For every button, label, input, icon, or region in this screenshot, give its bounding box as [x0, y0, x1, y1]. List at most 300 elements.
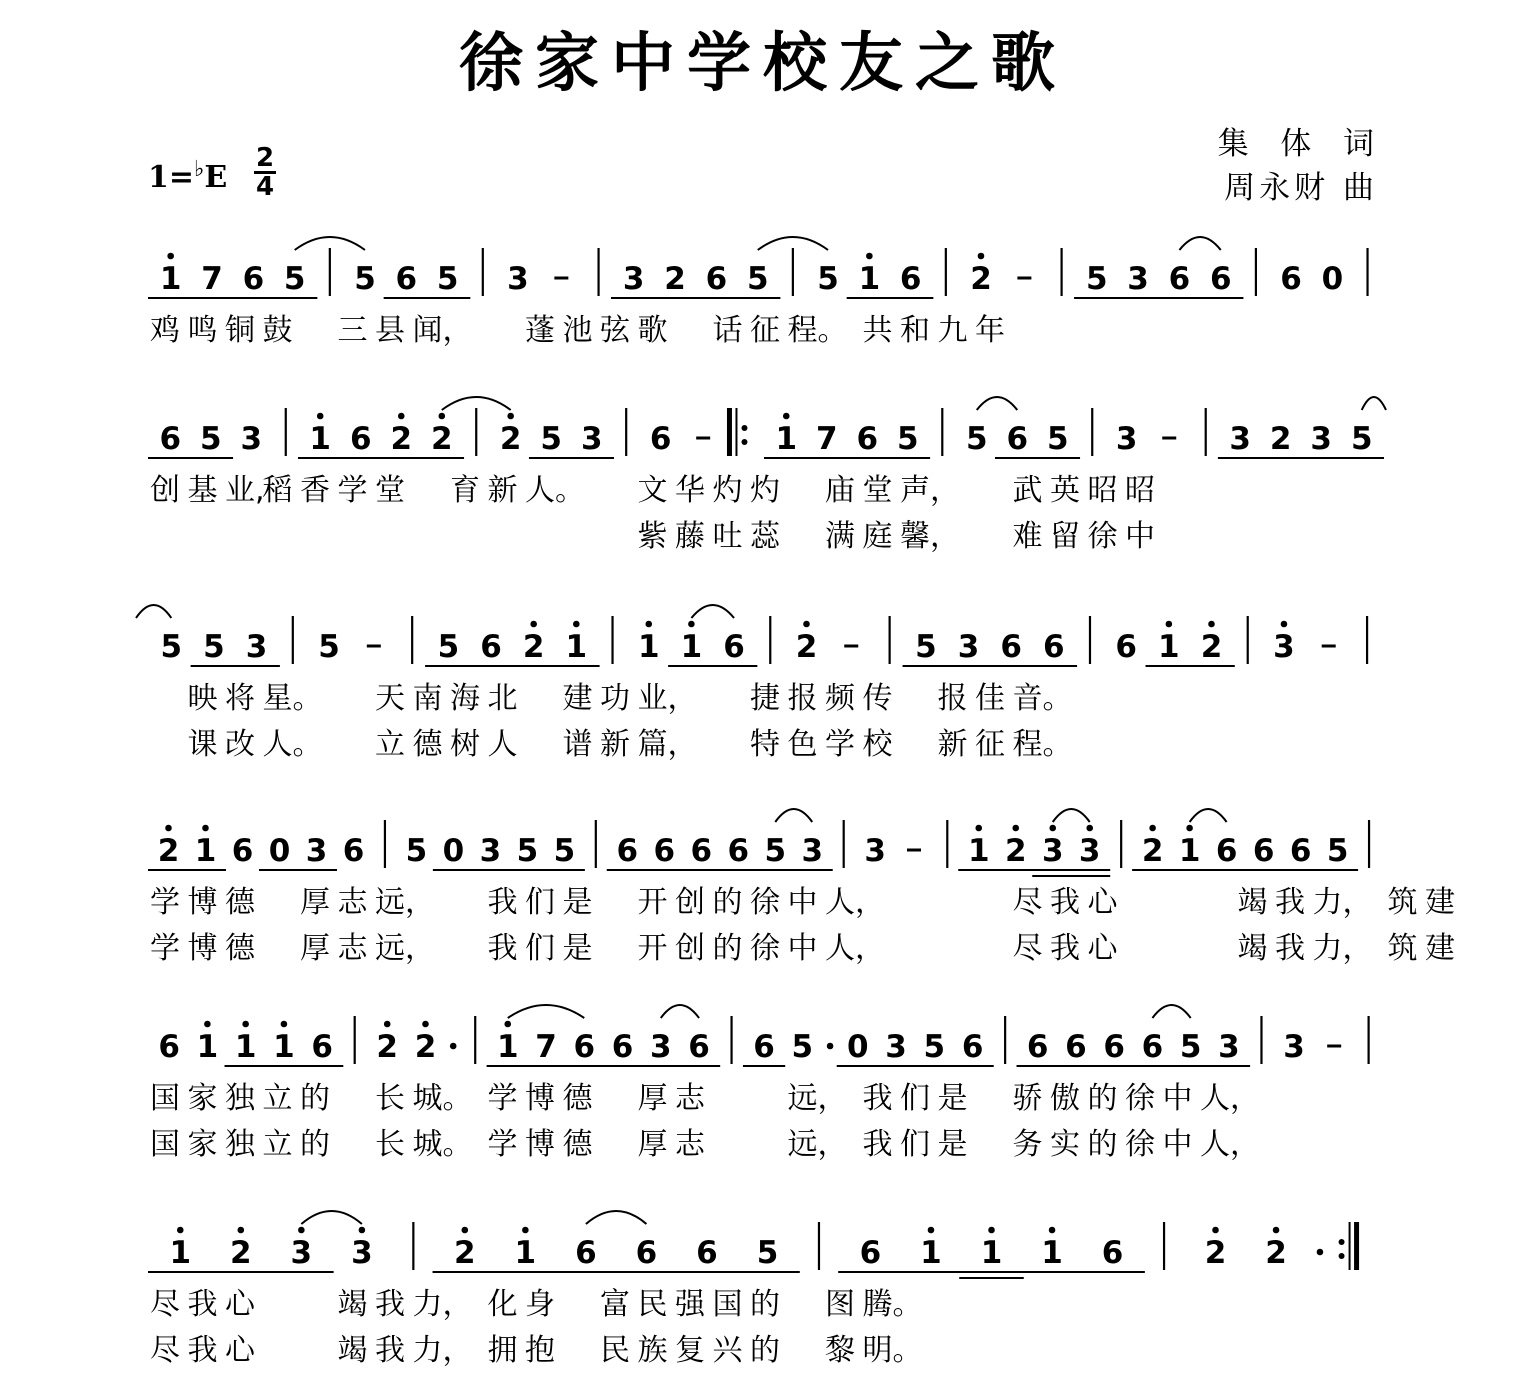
- lyric-char: 色: [787, 727, 818, 762]
- note-2: 2: [376, 1029, 399, 1065]
- note-5: 5: [764, 833, 787, 869]
- lyric-char: 骄: [1012, 1081, 1043, 1116]
- high-octave-dot: [438, 413, 445, 420]
- lyric-char: 志: [675, 1081, 705, 1116]
- note-6: 6: [1252, 833, 1275, 869]
- high-octave-dot: [978, 253, 985, 260]
- lyric-char: 明。: [862, 1333, 923, 1368]
- lyric-char: 学: [487, 1127, 518, 1162]
- note-6: 6: [649, 421, 672, 457]
- slur-arc: [301, 1211, 362, 1224]
- note-1: 1: [1041, 1235, 1063, 1271]
- note-3: 3: [1078, 833, 1101, 869]
- note-1: 1: [967, 833, 990, 869]
- lyric-char: 博: [525, 1127, 555, 1162]
- lyric-char: 族: [637, 1333, 668, 1368]
- lyric-char: 改: [225, 727, 255, 762]
- lyric-char: 昭: [1125, 473, 1155, 508]
- lyric-char: 独: [225, 1081, 255, 1116]
- note-2: 2: [499, 421, 522, 457]
- note-3: 3: [1283, 1029, 1305, 1065]
- note-6: 6: [723, 629, 745, 665]
- lyric-char: 心: [225, 1333, 255, 1368]
- repeat-dot: [1339, 1239, 1345, 1245]
- note-3: 3: [1218, 1029, 1240, 1065]
- lyric-char: 国: [150, 1127, 180, 1162]
- high-octave-dot: [928, 1227, 935, 1234]
- note-2: 2: [664, 261, 686, 297]
- note-1: 1: [1158, 629, 1180, 665]
- lyric-char: 身: [525, 1287, 555, 1322]
- high-octave-dot: [238, 1227, 245, 1234]
- lyric-char: 县: [375, 313, 405, 348]
- lyric-char: 心: [225, 1287, 255, 1322]
- note-0: 0: [268, 833, 291, 869]
- note-6: 6: [159, 421, 182, 457]
- note-3: 3: [1127, 261, 1149, 297]
- note-6: 6: [611, 1029, 634, 1065]
- lyric-char: 博: [187, 931, 218, 966]
- note-6: 6: [690, 833, 713, 869]
- high-octave-dot: [988, 1227, 995, 1234]
- lyric-char: 池: [562, 313, 593, 348]
- lyric-char: 的: [1087, 1081, 1118, 1116]
- lyric-char: 的: [300, 1081, 330, 1116]
- high-octave-dot: [317, 413, 324, 420]
- note-5: 5: [354, 261, 376, 297]
- lyric-char: 蓬: [525, 313, 555, 348]
- note-2: 2: [795, 629, 818, 665]
- lyric-char: 力，: [1312, 885, 1373, 920]
- lyric-char: 远，: [787, 1081, 848, 1116]
- lyric-char: 的: [712, 885, 743, 920]
- note-2: 2: [1141, 833, 1164, 869]
- lyric-char: 三: [337, 313, 368, 348]
- lyric-char: 程。: [1012, 727, 1073, 762]
- lyric-char: 们: [525, 885, 555, 920]
- lyric-char: 我: [862, 1081, 893, 1116]
- lyric-char: 谱: [562, 727, 593, 762]
- lyric-char: 的: [1087, 1127, 1118, 1162]
- note-1: 1: [514, 1235, 537, 1271]
- lyric-char: 铜: [225, 313, 255, 348]
- lyricist-credit: 集 体 词: [1217, 126, 1378, 162]
- note-3: 3: [245, 629, 268, 665]
- lyric-char: 业,: [225, 473, 265, 508]
- note-3: 3: [1229, 421, 1251, 457]
- lyric-char: 征: [975, 727, 1005, 762]
- note-2: 2: [454, 1235, 476, 1271]
- note-3: 3: [649, 1029, 672, 1065]
- lyric-char: 人，: [825, 885, 885, 920]
- note-6: 6: [1065, 1029, 1087, 1065]
- lyric-char: 堂: [375, 473, 405, 508]
- slur-arc: [508, 1005, 585, 1018]
- high-octave-dot: [177, 1227, 184, 1234]
- note-1: 1: [273, 1029, 295, 1065]
- note-6: 6: [1006, 421, 1029, 457]
- lyric-char: 报: [937, 681, 968, 716]
- lyric-char: 黎: [825, 1333, 855, 1368]
- lyric-char: 中: [787, 885, 818, 920]
- lyric-char: 徐: [1125, 1081, 1155, 1116]
- lyric-char: 尽: [1012, 885, 1043, 920]
- lyric-char: 中: [1125, 519, 1155, 554]
- lyric-char: 们: [900, 1081, 930, 1116]
- lyric-char: 腾。: [862, 1287, 923, 1322]
- lyric-char: 昭: [1087, 473, 1118, 508]
- lyric-char: 学: [150, 885, 180, 920]
- lyric-char: 拥: [487, 1333, 518, 1368]
- lyric-char: 开: [637, 885, 668, 920]
- lyric-char: 竭: [1237, 885, 1268, 920]
- lyric-char: 志: [337, 931, 368, 966]
- lyric-char: 我: [1275, 885, 1305, 920]
- high-octave-dot: [1186, 825, 1193, 832]
- note-6: 6: [616, 833, 639, 869]
- note-5: 5: [200, 421, 222, 457]
- note-3: 3: [622, 261, 645, 297]
- lyric-char: 城。: [412, 1081, 473, 1116]
- note-5: 5: [965, 421, 988, 457]
- note-5: 5: [756, 1235, 779, 1271]
- lyric-char: 声，: [900, 473, 960, 508]
- note-2: 2: [390, 421, 413, 457]
- lyric-char: 创: [675, 931, 705, 966]
- high-octave-dot: [1166, 621, 1173, 628]
- high-octave-dot: [688, 621, 695, 628]
- note-6: 6: [727, 833, 750, 869]
- slur-arc: [1362, 397, 1386, 410]
- high-octave-dot: [573, 621, 580, 628]
- note-6: 6: [395, 261, 418, 297]
- lyric-char: 学: [487, 1081, 518, 1116]
- lyric-char: 建: [562, 681, 593, 716]
- lyric-char: 吐: [712, 519, 743, 554]
- note-6: 6: [575, 1235, 597, 1271]
- lyric-char: 报: [787, 681, 818, 716]
- note-1: 1: [637, 629, 660, 665]
- note-7: 7: [535, 1029, 557, 1065]
- note-6: 6: [856, 421, 879, 457]
- note-5: 5: [160, 629, 183, 665]
- lyric-char: 建: [1425, 885, 1455, 920]
- note-5: 5: [817, 261, 839, 297]
- lyric-char: 共: [862, 313, 893, 348]
- lyric-char: 年: [975, 313, 1005, 348]
- repeat-dot: [1339, 1253, 1345, 1259]
- high-octave-dot: [1012, 825, 1019, 832]
- note-2: 2: [1269, 421, 1292, 457]
- lyric-char: 话: [712, 313, 743, 348]
- lyric-char: 基: [187, 473, 218, 508]
- lyric-char: 厚: [637, 1127, 668, 1162]
- lyric-char: 中: [1162, 1127, 1193, 1162]
- high-octave-dot: [165, 825, 172, 832]
- lyric-char: 频: [825, 681, 855, 716]
- note-5: 5: [436, 261, 459, 297]
- note-1: 1: [565, 629, 588, 665]
- note-5: 5: [553, 833, 576, 869]
- note-1: 1: [196, 1029, 219, 1065]
- lyric-char: 人。: [262, 727, 323, 762]
- note-3: 3: [290, 1235, 313, 1271]
- lyric-char: 建: [1425, 931, 1455, 966]
- lyric-char: 新: [937, 727, 968, 762]
- lyric-char: 志: [337, 885, 368, 920]
- note-0: 0: [442, 833, 465, 869]
- lyric-char: 树: [450, 727, 480, 762]
- lyric-char: 国: [712, 1287, 743, 1322]
- key-tonic-letter: E: [204, 160, 228, 195]
- high-octave-dot: [803, 621, 810, 628]
- high-octave-dot: [975, 825, 982, 832]
- augmentation-dot: [1317, 1249, 1324, 1256]
- note-6: 6: [1141, 1029, 1164, 1065]
- note-2: 2: [1204, 1235, 1227, 1271]
- lyric-char: 徐: [1125, 1127, 1155, 1162]
- note-3: 3: [580, 421, 603, 457]
- note-6: 6: [1026, 1029, 1049, 1065]
- lyric-char: 我: [187, 1287, 218, 1322]
- note-3: 3: [864, 833, 886, 869]
- note-5: 5: [437, 629, 460, 665]
- high-octave-dot: [504, 1021, 511, 1028]
- note-3: 3: [351, 1235, 373, 1271]
- lyric-char: 堂: [862, 473, 893, 508]
- lyric-char: 博: [525, 1081, 555, 1116]
- high-octave-dot: [1212, 1227, 1219, 1234]
- high-octave-dot: [1149, 825, 1156, 832]
- note-6: 6: [705, 261, 728, 297]
- lyric-char: 化: [487, 1287, 518, 1322]
- lyric-char: 我: [375, 1333, 405, 1368]
- note-7: 7: [201, 261, 223, 297]
- note-3: 3: [1310, 421, 1332, 457]
- lyric-char: 开: [637, 931, 668, 966]
- lyric-char: 音。: [1012, 681, 1073, 716]
- note-5: 5: [1047, 421, 1069, 457]
- slur-arc: [977, 397, 1018, 410]
- lyric-char: 我: [487, 885, 518, 920]
- lyric-char: 心: [1087, 931, 1118, 966]
- note-3: 3: [479, 833, 502, 869]
- lyric-char: 满: [825, 519, 855, 554]
- lyric-char: 厚: [300, 931, 330, 966]
- lyric-char: 德: [562, 1127, 593, 1162]
- note-6: 6: [1103, 1029, 1125, 1065]
- high-octave-dot: [1086, 825, 1093, 832]
- lyric-char: 德: [225, 885, 255, 920]
- lyric-char: 抱: [525, 1333, 555, 1368]
- note-0: 0: [1321, 261, 1344, 297]
- note-3: 3: [957, 629, 980, 665]
- note-5: 5: [1350, 421, 1373, 457]
- lyric-char: 留: [1050, 519, 1080, 554]
- high-octave-dot: [645, 621, 652, 628]
- lyric-char: 人，: [1200, 1127, 1260, 1162]
- slur-arc: [586, 1211, 647, 1224]
- lyric-char: 业，: [637, 681, 698, 716]
- note-3: 3: [801, 833, 824, 869]
- lyric-char: 远，: [375, 885, 435, 920]
- lyric-char: 灼: [750, 473, 780, 508]
- note-1: 1: [496, 1029, 519, 1065]
- note-6: 6: [1289, 833, 1312, 869]
- note-0: 0: [847, 1029, 869, 1065]
- note-6: 6: [242, 261, 265, 297]
- lyric-char: 傲: [1050, 1081, 1080, 1116]
- lyric-char: 创: [675, 885, 705, 920]
- note-3: 3: [305, 833, 328, 869]
- lyric-char: 兴: [712, 1333, 743, 1368]
- lyric-char: 实: [1050, 1127, 1080, 1162]
- lyric-char: 育: [450, 473, 480, 508]
- lyric-char: 捷: [750, 681, 780, 716]
- lyric-char: 我: [187, 1333, 218, 1368]
- high-octave-dot: [384, 1021, 391, 1028]
- lyric-char: 我: [375, 1287, 405, 1322]
- high-octave-dot: [1208, 621, 1215, 628]
- note-1: 1: [680, 629, 703, 665]
- lyric-char: 映: [187, 681, 218, 716]
- lyric-char: 篇，: [637, 727, 698, 762]
- lyric-char: 图: [825, 1287, 855, 1322]
- slur-arc: [691, 605, 734, 618]
- note-6: 6: [1168, 261, 1191, 297]
- high-octave-dot: [522, 1227, 529, 1234]
- song-title: 徐家中学校友之歌: [459, 27, 1067, 101]
- lyric-char: 和: [900, 313, 930, 348]
- high-octave-dot: [398, 413, 405, 420]
- note-3: 3: [507, 261, 529, 297]
- note-6: 6: [859, 1235, 882, 1271]
- slur-arc: [775, 809, 812, 822]
- lyric-char: 远，: [375, 931, 435, 966]
- lyric-char: 德: [412, 727, 443, 762]
- note-2: 2: [522, 629, 545, 665]
- lyric-char: 传: [862, 681, 893, 716]
- high-octave-dot: [783, 413, 790, 420]
- note-1: 1: [775, 421, 798, 457]
- slur-arc: [136, 605, 171, 618]
- lyric-char: 立: [262, 1127, 293, 1162]
- lyric-char: 鸡: [150, 313, 180, 348]
- lyric-char: 歌: [637, 313, 668, 348]
- lyric-char: 长: [375, 1081, 405, 1116]
- lyric-char: 家: [187, 1081, 218, 1116]
- lyric-char: 长: [375, 1127, 405, 1162]
- note-2: 2: [970, 261, 992, 297]
- lyric-char: 徐: [750, 885, 780, 920]
- lyric-char: 竭: [337, 1287, 368, 1322]
- lyric-char: 北: [487, 681, 518, 716]
- lyric-char: 竭: [337, 1333, 368, 1368]
- lyric-char: 筑: [1387, 885, 1418, 920]
- slur-arc: [1179, 237, 1220, 250]
- note-5: 5: [1085, 261, 1108, 297]
- lyric-char: 鸣: [187, 313, 218, 348]
- note-6: 6: [342, 833, 365, 869]
- lyric-char: 是: [562, 885, 593, 920]
- note-5: 5: [746, 261, 769, 297]
- lyric-char: 人: [487, 727, 518, 762]
- lyric-char: 学: [150, 931, 180, 966]
- lyric-char: 特: [750, 727, 780, 762]
- lyric-char: 尽: [150, 1333, 180, 1368]
- lyric-char: 难: [1012, 519, 1043, 554]
- lyric-char: 力，: [1312, 931, 1373, 966]
- lyric-char: 立: [375, 727, 405, 762]
- note-5: 5: [516, 833, 539, 869]
- note-5: 5: [283, 261, 306, 297]
- lyric-char: 功: [600, 681, 630, 716]
- high-octave-dot: [202, 825, 209, 832]
- lyric-char: 学: [337, 473, 368, 508]
- lyric-char: 华: [675, 473, 705, 508]
- note-6: 6: [1042, 629, 1065, 665]
- lyric-char: 人，: [825, 931, 885, 966]
- note-5: 5: [897, 421, 919, 457]
- lyric-char: 我: [862, 1127, 893, 1162]
- note-6: 6: [696, 1235, 718, 1271]
- note-6: 6: [349, 421, 372, 457]
- lyric-char: 香: [300, 473, 330, 508]
- note-3: 3: [1273, 629, 1295, 665]
- note-6: 6: [961, 1029, 984, 1065]
- note-6: 6: [158, 1029, 180, 1065]
- note-6: 6: [653, 833, 676, 869]
- note-1: 1: [858, 261, 881, 297]
- note-1: 1: [234, 1029, 257, 1065]
- lyric-char: 力，: [412, 1287, 473, 1322]
- lyric-char: 佳: [975, 681, 1005, 716]
- lyric-char: 征: [750, 313, 780, 348]
- lyric-char: 筑: [1387, 931, 1418, 966]
- lyric-char: 闻，: [412, 313, 473, 348]
- note-1: 1: [1178, 833, 1201, 869]
- note-1: 1: [920, 1235, 942, 1271]
- note-3: 3: [1115, 421, 1138, 457]
- lyric-char: 城。: [412, 1127, 473, 1162]
- note-6: 6: [1215, 833, 1238, 869]
- note-6: 6: [753, 1029, 775, 1065]
- repeat-dot: [741, 439, 747, 445]
- note-6: 6: [1101, 1235, 1124, 1271]
- lyric-char: 紫: [637, 519, 668, 554]
- high-octave-dot: [866, 253, 873, 260]
- note-1: 1: [309, 421, 331, 457]
- lyric-char: 海: [450, 681, 480, 716]
- lyric-char: 是: [937, 1081, 968, 1116]
- lyric-char: 力，: [412, 1333, 473, 1368]
- high-octave-dot: [204, 1021, 211, 1028]
- time-signature-top: 2: [255, 143, 275, 173]
- lyric-char: 弦: [600, 313, 630, 348]
- lyric-char: 文: [637, 473, 668, 508]
- lyric-char: 尽: [150, 1287, 180, 1322]
- high-octave-dot: [242, 1021, 249, 1028]
- lyric-char: 心: [1087, 885, 1118, 920]
- lyric-char: 的: [750, 1287, 780, 1322]
- high-octave-dot: [507, 413, 514, 420]
- lyric-char: 是: [562, 931, 593, 966]
- lyric-char: 校: [862, 727, 893, 762]
- lyric-char: 博: [187, 885, 218, 920]
- lyric-char: 人，: [1200, 1081, 1260, 1116]
- high-octave-dot: [530, 621, 537, 628]
- note-7: 7: [816, 421, 838, 457]
